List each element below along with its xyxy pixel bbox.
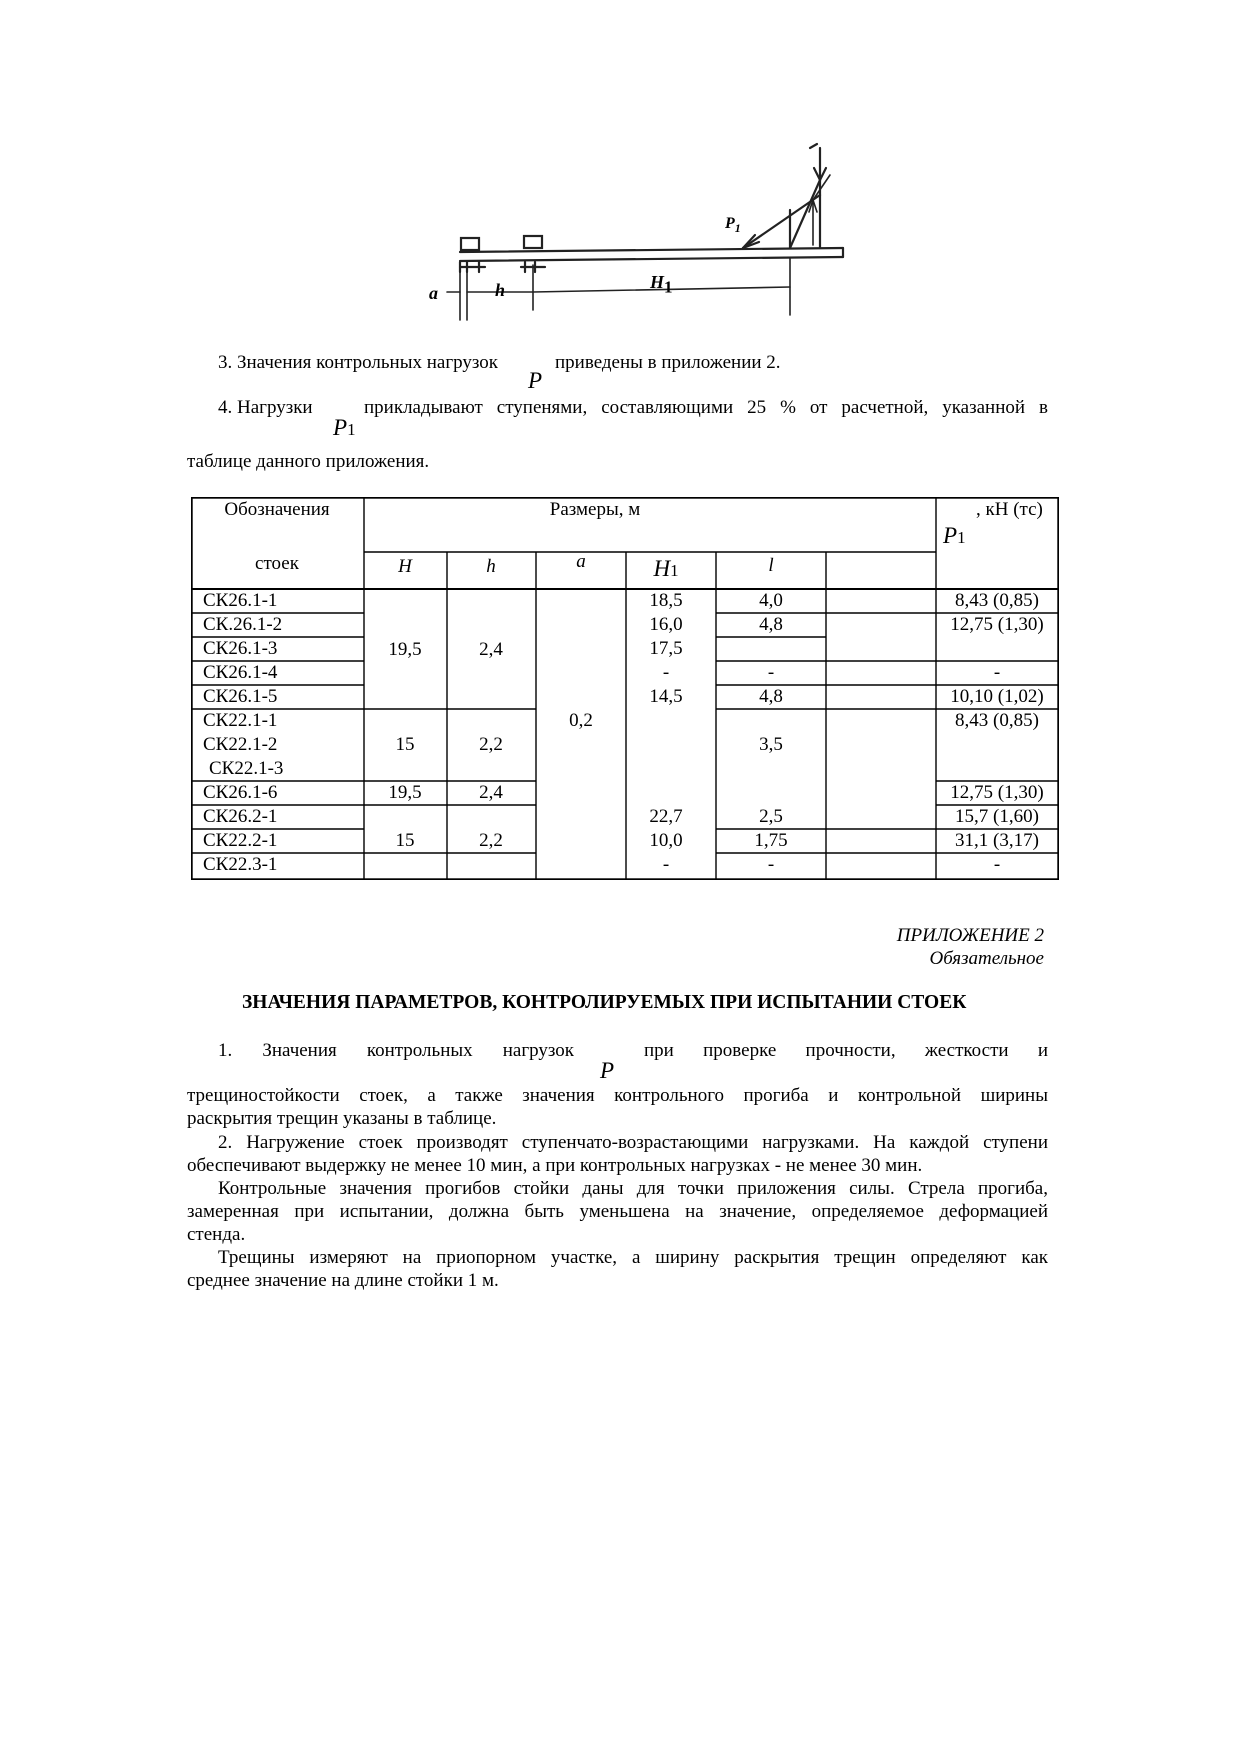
merged-h-group4: 2,2 <box>479 830 503 851</box>
s1-line3: раскрытия трещин указаны в таблице. <box>187 1108 497 1129</box>
s2-line2: обеспечивают выдержку не менее 10 мин, а при контрольных нагрузках - не менее 30 мин. <box>187 1155 923 1176</box>
row-designation: СК.26.1-2 <box>203 614 283 635</box>
row-H1: - <box>662 662 670 683</box>
merged-a-all: 0,2 <box>569 710 593 731</box>
header-h: h <box>486 556 496 577</box>
row-designation: СК26.1-3 <box>203 638 278 659</box>
row-l: 4,8 <box>759 614 783 635</box>
row-P1: 12,75 (1,30) <box>950 614 1044 635</box>
para3-text-after: приведены в приложении 2. <box>555 352 781 373</box>
s3-line1: Контрольные значения прогибов стойки даны для точки приложения силы. Стрела прогиба, <box>218 1178 1048 1199</box>
dim-label-a: a <box>429 283 438 303</box>
dim-label-H1: $H_1$ <box>650 272 673 297</box>
row-P1: 15,7 (1,60) <box>955 806 1039 827</box>
s1-lead: 1. Значения контрольных нагрузок <box>218 1040 574 1061</box>
appendix-subtitle: Обязательное <box>929 948 1044 969</box>
header-load-symbol: P1 <box>943 523 966 548</box>
row-H1: 10,0 <box>649 830 683 851</box>
row-l: - <box>767 854 775 875</box>
para4-line2: таблице данного приложения. <box>187 451 430 472</box>
header-load-unit: , кН (тс) <box>976 499 1043 520</box>
s2-line1: 2. Нагружение стоек производят ступенчато-возрастающими нагрузками. На каждой ступени <box>218 1132 1048 1153</box>
table-grid <box>191 497 1059 880</box>
row-l: 4,8 <box>759 686 783 707</box>
row-H1: 22,7 <box>649 806 683 827</box>
merged-H-group3: 19,5 <box>388 782 422 803</box>
s4-line2: среднее значение на длине стойки 1 м. <box>187 1270 499 1291</box>
header-H: H <box>398 556 412 577</box>
s1-line2: трещиностойкости стоек, а также значения контрольного прогиба и контрольной ширины <box>187 1085 1048 1106</box>
row-designation: СК26.1-5 <box>203 686 278 707</box>
row-P1: 10,10 (1,02) <box>950 686 1044 707</box>
post-dimensions-table <box>191 497 1059 880</box>
row-designation: СК22.1-3 <box>209 758 284 779</box>
row-l: 3,5 <box>759 734 783 755</box>
para4-symbol-P1: P1 <box>333 415 356 440</box>
row-H1: 14,5 <box>649 686 683 707</box>
merged-h-group3: 2,4 <box>479 782 503 803</box>
s3-line2: замеренная при испытании, должна быть уменьшена на значение, определяемое деформацией <box>187 1201 1048 1222</box>
merged-H-group4: 15 <box>395 830 415 851</box>
header-sizes: Размеры, м <box>549 499 641 520</box>
row-designation: СК26.2-1 <box>203 806 278 827</box>
s1-line1-rest: при проверке прочности, жесткости и <box>644 1040 1048 1061</box>
row-H1: 18,5 <box>649 590 683 611</box>
para4-line1: прикладывают ступенями, составляющими 25 % от расчетной, указанной в <box>364 397 1048 418</box>
s4-line1: Трещины измеряют на приопорном участке, а ширину раскрытия трещин определяют как <box>218 1247 1048 1268</box>
row-l: 4,0 <box>759 590 783 611</box>
row-l: - <box>767 662 775 683</box>
merged-H-group2: 15 <box>395 734 415 755</box>
row-P1: - <box>993 662 1001 683</box>
row-P1: - <box>993 854 1001 875</box>
header-designation-bottom: стоек <box>255 553 299 574</box>
row-P1: 8,43 (0,85) <box>955 710 1039 731</box>
dim-label-h: h <box>495 280 506 300</box>
loading-scheme-figure <box>425 140 845 325</box>
header-designation-top: Обозначения <box>224 499 330 520</box>
row-designation: СК26.1-4 <box>203 662 278 683</box>
row-designation: СК22.2-1 <box>203 830 278 851</box>
para3-text-before: 3. Значения контрольных нагрузок <box>218 352 498 373</box>
row-P1: 12,75 (1,30) <box>950 782 1044 803</box>
row-l: 1,75 <box>754 830 788 851</box>
merged-H-group1: 19,5 <box>388 639 422 660</box>
row-designation: СК22.1-1 <box>203 710 278 731</box>
header-H1: H1 <box>653 556 679 581</box>
para3-symbol-P: P <box>528 368 543 393</box>
merged-h-group2: 2,2 <box>479 734 503 755</box>
row-H1: - <box>662 854 670 875</box>
loading-scheme-drawing <box>425 140 845 325</box>
s1-symbol-P: P <box>600 1058 615 1083</box>
para4-lead: 4. Нагрузки <box>218 397 313 418</box>
header-l: l <box>768 555 774 576</box>
row-P1: 8,43 (0,85) <box>955 590 1039 611</box>
row-P1: 31,1 (3,17) <box>955 830 1039 851</box>
section-title: ЗНАЧЕНИЯ ПАРАМЕТРОВ, КОНТРОЛИРУЕМЫХ ПРИ ИСПЫТАНИИ СТОЕК <box>242 992 967 1013</box>
row-l: 2,5 <box>759 806 783 827</box>
force-label-P1: $P_1$ <box>725 215 741 236</box>
row-designation: СК22.1-2 <box>203 734 278 755</box>
row-designation: СК26.1-6 <box>203 782 278 803</box>
header-a: a <box>576 551 586 572</box>
appendix-title: ПРИЛОЖЕНИЕ 2 <box>896 925 1044 946</box>
row-H1: 16,0 <box>649 614 683 635</box>
row-designation: СК26.1-1 <box>203 590 278 611</box>
merged-h-group1: 2,4 <box>479 639 503 660</box>
row-H1: 17,5 <box>649 638 683 659</box>
s3-line3: стенда. <box>187 1224 246 1245</box>
row-designation: СК22.3-1 <box>203 854 278 875</box>
